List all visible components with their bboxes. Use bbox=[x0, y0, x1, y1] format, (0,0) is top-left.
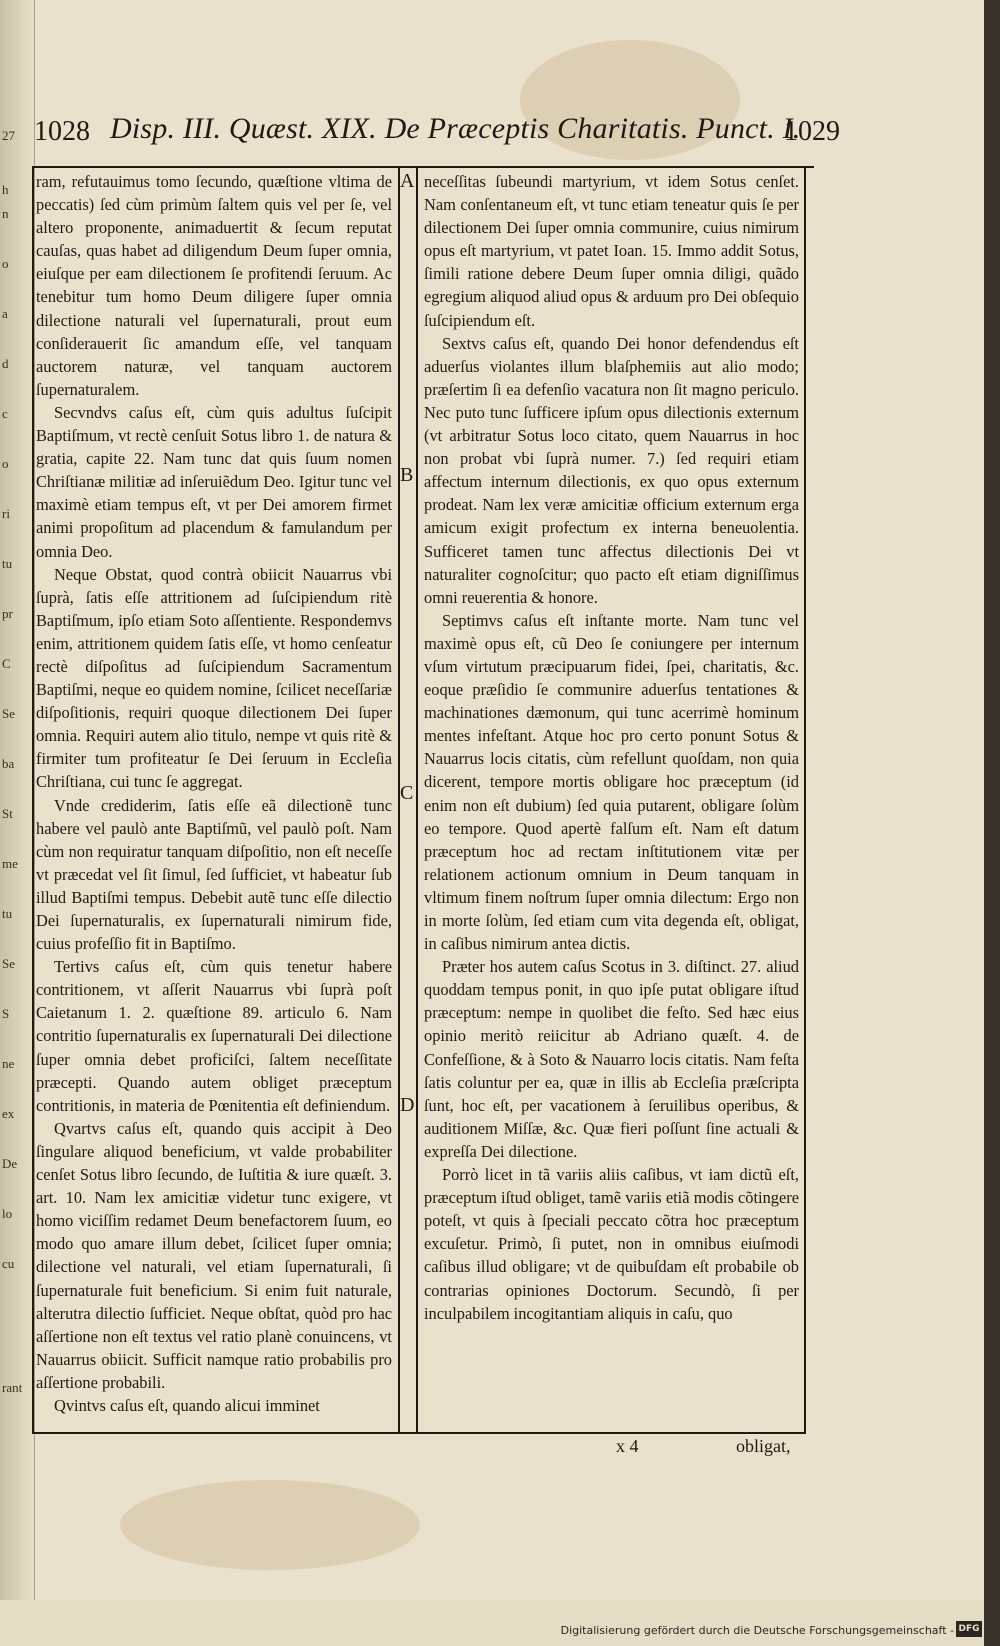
page-number-left: 1028 bbox=[34, 116, 90, 147]
gutter-fragment: rant bbox=[2, 1380, 23, 1395]
frame-rule-right bbox=[804, 166, 806, 1434]
running-header bbox=[34, 112, 840, 160]
paragraph: Qvartvs caſus eſt, quando quis accipit à Deo ſingulare aliquod beneficium, vt valde probabiliter cenſet Sotus libro ſecundo, de Iuſtitia & iure quæſt. 3. art. 10. Nam lex amicitiæ videtur tunc exigere, vt homo viciſſim redamet Deum benefactorem ſuum, eo modo quo amare illum debet, ſcilicet ſuper omnia; dilectione vel naturali, vel etiam ſupernaturali, ſi ſupernaturale fuit beneficium. Si enim fuit naturale, alterutra dilectio ſufficiet. Neque obſtat, quòd pro hac aſſertione non eſt textus vel ratio planè conuincens, vt Nauarrus obiicit. Sufficit namque ratio probabilis pro aſſertione probabili. bbox=[36, 1118, 392, 1392]
gutter-fragment: me bbox=[2, 856, 18, 871]
gutter-fragment: d bbox=[2, 356, 9, 371]
gutter-fragment: C bbox=[2, 656, 11, 671]
page-number-right: 1029 bbox=[784, 116, 840, 147]
paragraph: Septimvs caſus eſt inſtante morte. Nam tunc vel maximè opus eſt, cũ Deo ſe coniungere per internum vſum virtutum præcipuarum fidei, ſpei, charitatis, &c. eoque præſidio ſe communire aduerſus tentationes & machinationes dæmonum, qui tunc acerrimè hominum mentes infeſtant. Atque hoc pro certo ponunt Sotus & Nauarrus locis citatis, cùm refellunt quoſdam, non quia dicerent, tempore mortis obligare hoc præceptum (id enim non eſt dubium) ſed quia putarent, obligare ſolùm eo tempore. Quod apertè falſum eſt. Nam eſt datum præceptum hoc ad rectam inſtitutionem vitæ per relationem actionum omnium in Deum tanquam in vltimum finem noſtrum ſuper omnia dilectum: Ergo non in morte ſolùm, ſed etiam cum vita degenda eſt, obligat, in caſibus nimirum antea dictis. bbox=[424, 610, 799, 954]
gutter-fragment: lo bbox=[2, 1206, 13, 1221]
footer-rule bbox=[32, 1432, 806, 1434]
gutter-fragment: o bbox=[2, 256, 9, 271]
gutter-fragment: o bbox=[2, 456, 9, 471]
frame-rule-left bbox=[32, 166, 34, 1434]
paragraph: Secvndvs caſus eſt, cùm quis adultus ſuſcipit Baptiſmum, vt rectè cenſuit Sotus libro 1. de natura & gratia, capite 22. Nam tunc dat quis ſuum nomen Chriſtianæ militiæ ad inſeruiẽdum Deo. Igitur tunc vel maximè etiam tempus eſt, vt per Dei amorem firmet animi propoſitum ad placendum & famulandum per omnia Deo. bbox=[36, 402, 392, 561]
margin-marker-b: B bbox=[400, 464, 414, 486]
page-bottom-margin bbox=[0, 1600, 1000, 1646]
paragraph: Porrò licet in tã variis aliis caſibus, vt iam dictũ eſt, præceptum iſtud obliget, tamẽ variis etiã modis cõtingere poteſt, vt quis à ſpeciali peccato cõtra hoc præceptum excuſetur. Primò, ſi putet, non in omnibus eiuſmodi caſibus illud obligare; vt de quibuſdam eſt probabile ob contrarias opiniones Doctorum. Secundò, ſi per inculpabilem incogitantiam aliquis in caſu, quo bbox=[424, 1165, 799, 1323]
scan-background-edge bbox=[984, 0, 1000, 1646]
paper-stain bbox=[120, 1480, 420, 1570]
column-divider-rule bbox=[416, 166, 418, 1434]
gutter-fragment: h bbox=[2, 182, 9, 197]
gutter-fragment: a bbox=[2, 306, 8, 321]
gutter-fragment: 27 bbox=[2, 128, 15, 143]
paragraph: Vnde crediderim, ſatis eſſe eã dilectionẽ tunc habere vel paulò ante Baptiſmũ, vel paulò poſt. Nam cùm non requiratur tanquam diſpoſitio, non eſt neceſſe vt præcedat vel ſit ſimul, ſed ſufficiet, vt habeatur ſub illud Baptiſmi tempus. Debebit autẽ tunc eſſe dilectio Dei ſupernaturalis, ex ſupernaturali nimirum fide, cuius profeſſio fit in Baptiſmo. bbox=[36, 795, 392, 954]
gutter-fragment: St bbox=[2, 806, 13, 821]
gutter-fragment: tu bbox=[2, 906, 13, 921]
paragraph: Sextvs caſus eſt, quando Dei honor defendendus eſt aduerſus violantes illum blaſphemiis aut alio modo; præſertim ſi ea defenſio vacatura non ſit magno periculo. Nec puto tunc ſufficere ipſum opus dilectionis externum (vt arbitratur Sotus loco citato, quem Nauarrus in hoc non probat vbi ſuprà numer. 7.) ſed requiri etiam affectum internum dilectionis, ex quo opus externum prodeat. Nam lex veræ amicitiæ officium externum erga amicum exigit profectum ex interna beneuolentia. Sufficeret tamen tunc affectus dilectionis Dei vt naturaliter cognoſcitur; quo pacto eſt etiam digniſſimus omni reuerentia & honore. bbox=[424, 333, 799, 607]
paragraph: Præter hos autem caſus Scotus in 3. diſtinct. 27. aliud quoddam tempus ponit, in quo ipſe putat obligare iſtud præceptum: nempe in quolibet die feſto. Sed hæc eius opinio meritò reiicitur ab Adriano quæſt. 4. de Confeſſione, & à Soto & Nauarro locis citatis. Nam feſta ſatis coluntur per ea, quæ in illis ab Eccleſia præſcripta ſunt, hoc eſt, per vacationem à ſeruilibus operibus, & auditionem Miſſæ, &c. Quæ fieri poſſunt ſine actuali & expreſſa Dei dilectione. bbox=[424, 957, 799, 1161]
gutter-fragment: ri bbox=[2, 506, 10, 521]
gutter-fragment: Se bbox=[2, 706, 15, 721]
right-text-column bbox=[424, 170, 799, 1325]
gutter-fragment: S bbox=[2, 1006, 10, 1021]
gutter-fragment: tu bbox=[2, 556, 13, 571]
gutter-fragment: ex bbox=[2, 1106, 15, 1121]
gutter-fragment: ba bbox=[2, 756, 15, 771]
left-text-column bbox=[36, 170, 392, 1417]
gutter-fragment: cu bbox=[2, 1256, 15, 1271]
paragraph: Qvintvs caſus eſt, quando alicui imminet bbox=[54, 1395, 320, 1415]
running-title: Disp. III. Quæst. XIX. De Præceptis Charitatis. Punct. I. bbox=[110, 112, 801, 145]
margin-marker-c: C bbox=[400, 782, 414, 804]
gutter-fragment: n bbox=[2, 206, 9, 221]
paragraph: Neque Obstat, quod contrà obiicit Nauarrus vbi ſuprà, ſatis eſſe attritionem ad ſuſcipiendum ritè Baptiſmum, ipſo etiam Soto aſſentiente. Respondemvs enim, attritionem quidem ſatis eſſe, vt homo cenſeatur rectè diſpoſitus ad ſuſcipiendum Sacramentum Baptiſmi, neque eo quidem nomine, ſcilicet neceſſariæ diſpoſitionis, requiri quoque dilectionem Dei ſuper omnia. Requiri autem alio titulo, nempe vt quis ritè & firmiter tum profiteatur ſe Dei ſeruum in Eccleſia Chriſtiana, cui tunc ſe aggregat. bbox=[36, 564, 392, 792]
dfg-logo: DFG bbox=[956, 1621, 982, 1637]
paragraph: neceſſitas ſubeundi martyrium, vt idem Sotus cenſet. Nam conſentaneum eſt, vt tunc etiam teneatur quis ſe per dilectionem Dei ſuper omnia communire, cuius nimirum opus eſt martyrium, vt patet Ioan. 15. Immo addit Sotus, ſimili ratione debere Deum ſuper omnia diligi, quãdo egregium aliquod aliud opus & arduum pro Dei obſequio ſuſcipiendum eſt. bbox=[424, 172, 799, 330]
margin-marker-d: D bbox=[400, 1094, 415, 1116]
facing-page-gutter bbox=[0, 0, 35, 1646]
signature-mark: x 4 bbox=[616, 1436, 639, 1456]
gutter-fragment: pr bbox=[2, 606, 13, 621]
gutter-fragment: c bbox=[2, 406, 8, 421]
gutter-fragment: Se bbox=[2, 956, 15, 971]
header-rule bbox=[34, 166, 814, 168]
catchword: obligat, bbox=[736, 1436, 791, 1456]
gutter-fragment: De bbox=[2, 1156, 18, 1171]
paragraph: ram, refutauimus tomo ſecundo, quæſtione vltima de peccatis) ſed cùm primùm ſaltem quis vel per ſe, vel altero proponente, animaduertit & ſecum reputat cauſas, quas habet ad diligendum Deum ſuper omnia, eiuſque per eam dilectionem ſe profitendi ſeruum. Ac tenebitur tum homo Deum diligere ſuper omnia dilectione naturali vel ſupernaturali, prout eum conſiderauerit ſic amandum eſſe, vel tanquam auctorem naturæ, vel tanquam auctorem ſupernaturalem. bbox=[36, 172, 392, 399]
paragraph: Tertivs caſus eſt, cùm quis tenetur habere contritionem, vt aſſerit Nauarrus vbi ſuprà poſt Caietanum 1. 2. quæſtione 89. articulo 6. Nam contritio ſupernaturalis ex ſupernaturali Dei dilectione ſuper omnia debet proficiſci, ſaltem neceſſitate præcepti. Quando autem obliget præceptum contritionis, in materia de Pœnitentia eſt definiendum. bbox=[36, 957, 392, 1115]
digitization-credit: Digitalisierung gefördert durch die Deutsche Forschungsgemeinschaft - bbox=[560, 1624, 954, 1637]
margin-marker-a: A bbox=[400, 170, 415, 192]
gutter-fragment: ne bbox=[2, 1056, 15, 1071]
